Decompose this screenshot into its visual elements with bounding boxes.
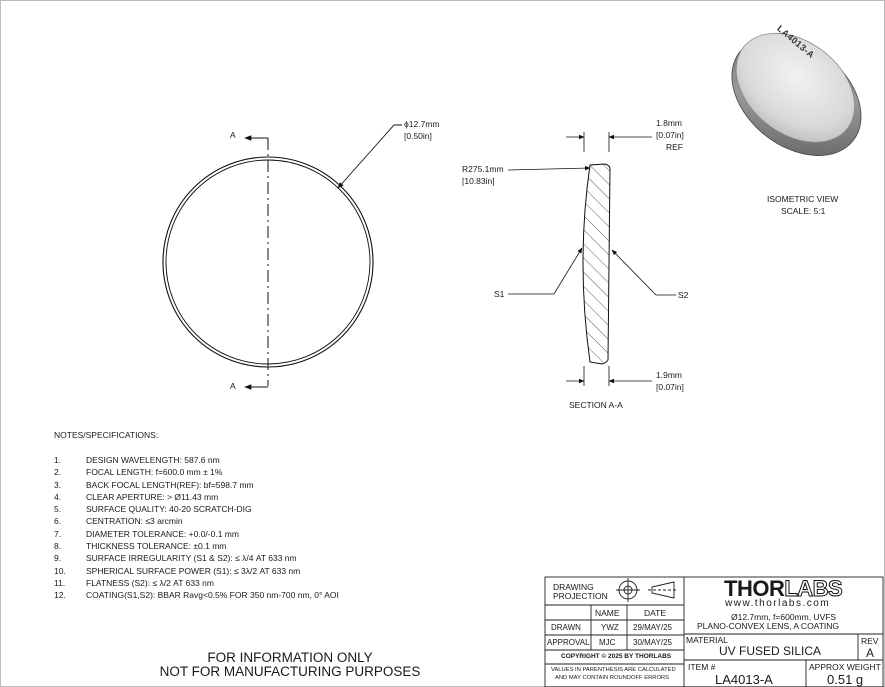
logo-labs: LABS xyxy=(784,576,843,601)
website: www.thorlabs.com xyxy=(725,598,831,609)
rev-label: REV xyxy=(861,636,879,646)
section-view-title: SECTION A-A xyxy=(569,400,623,410)
weight-label: APPROX WEIGHT xyxy=(809,662,881,672)
approval-label: APPROVAL xyxy=(547,638,590,647)
note-item xyxy=(54,566,339,578)
thickness-dimension-in: [0.07in] xyxy=(656,130,684,140)
radius-dimension: R275.1mm xyxy=(462,164,504,174)
note-text: DESIGN WAVELENGTH: 587.6 nm xyxy=(86,455,220,465)
note-number: 8. xyxy=(54,541,62,552)
note-text: BACK FOCAL LENGTH(REF): bf=598.7 mm xyxy=(86,479,254,490)
date-header: DATE xyxy=(644,608,667,618)
diameter-dimension-in: [0.50in] xyxy=(404,131,432,141)
values-note-1: VALUES IN PARENTHESIS ARE CALCULATED xyxy=(551,667,676,673)
note-number: 12. xyxy=(54,590,66,601)
section-view xyxy=(508,132,676,386)
disclaimer-line-1: FOR INFORMATION ONLY xyxy=(207,650,373,665)
thickness-ref: REF xyxy=(666,142,683,152)
s2-leader xyxy=(612,250,676,295)
section-hatch xyxy=(583,164,610,364)
note-number: 2. xyxy=(54,467,62,478)
drawn-name: YWZ xyxy=(601,623,619,632)
thorlabs-logo xyxy=(724,578,842,600)
lens-engraving: LA4013-A xyxy=(775,23,817,61)
note-text: SPHERICAL SURFACE POWER (S1): ≤ 3λ/2 AT 633 nm xyxy=(86,565,301,576)
note-number: 3. xyxy=(54,479,62,490)
note-text: DIAMETER TOLERANCE: +0.0/-0.1 mm xyxy=(86,528,239,539)
section-label-bottom: A xyxy=(230,381,236,391)
note-item xyxy=(54,492,339,504)
drawn-label: DRAWN xyxy=(551,623,581,632)
note-number: 6. xyxy=(54,516,62,527)
drawing-projection-label-1: DRAWING xyxy=(553,582,594,592)
radius-dimension-in: [10.83in] xyxy=(462,176,495,186)
approval-name: MJC xyxy=(599,638,616,647)
drawn-date: 29/MAY/25 xyxy=(633,623,672,632)
thickness-dimension: 1.8mm xyxy=(656,118,682,128)
edge-thickness-dimension: 1.9mm xyxy=(656,370,682,380)
section-label-top: A xyxy=(230,130,236,140)
logo-thor: THOR xyxy=(724,576,785,601)
surface-s1-label: S1 xyxy=(494,289,505,299)
note-text: SURFACE QUALITY: 40-20 SCRATCH-DIG xyxy=(86,504,252,515)
values-note-2: AND MAY CONTAIN ROUNDOFF ERRORS xyxy=(555,675,670,681)
note-item xyxy=(54,516,339,528)
material-value: UV FUSED SILICA xyxy=(719,644,822,658)
edge-thickness-dimension-in: [0.07in] xyxy=(656,382,684,392)
weight-value: 0.51 g xyxy=(827,672,864,687)
item-value: LA4013-A xyxy=(715,672,773,687)
note-item xyxy=(54,553,339,565)
material-label: MATERIAL xyxy=(686,635,728,645)
isometric-view-scale: SCALE: 5:1 xyxy=(781,206,826,216)
note-text: FLATNESS (S2): ≤ λ/2 AT 633 nm xyxy=(86,577,214,588)
drawing-projection-label-2: PROJECTION xyxy=(553,591,608,601)
note-text: COATING(S1,S2): BBAR Ravg<0.5% FOR 350 nm-700 nm, 0° AOI xyxy=(86,590,339,601)
note-number: 10. xyxy=(54,565,66,576)
copyright: COPYRIGHT © 2025 BY THORLABS xyxy=(561,653,672,660)
item-label: ITEM # xyxy=(688,662,716,672)
disclaimer xyxy=(140,651,440,679)
projection-symbol xyxy=(616,578,678,602)
note-item xyxy=(54,467,339,479)
note-text: SURFACE IRREGULARITY (S1 & S2): ≤ λ/4 AT 633 nm xyxy=(86,553,297,564)
note-number: 9. xyxy=(54,553,62,564)
note-text: THICKNESS TOLERANCE: ±0.1 mm xyxy=(86,541,227,552)
radius-leader xyxy=(508,168,590,170)
rev-value: A xyxy=(866,646,875,660)
description-line-1: Ø12.7mm, f=600mm, UVFS xyxy=(731,612,837,622)
note-item xyxy=(54,480,339,492)
surface-s2-label: S2 xyxy=(678,290,689,300)
note-number: 7. xyxy=(54,528,62,539)
notes-heading: NOTES/SPECIFICATIONS: xyxy=(54,430,159,440)
note-item xyxy=(54,504,339,516)
approval-date: 30/MAY/25 xyxy=(633,638,672,647)
isometric-view-title: ISOMETRIC VIEW xyxy=(767,194,839,204)
disclaimer-line-2: NOT FOR MANUFACTURING PURPOSES xyxy=(159,664,421,679)
note-number: 5. xyxy=(54,504,62,515)
notes-specifications xyxy=(54,430,339,603)
name-header: NAME xyxy=(595,608,620,618)
diameter-leader xyxy=(338,125,402,188)
note-item xyxy=(54,529,339,541)
diameter-dimension: ϕ12.7mm xyxy=(404,119,440,129)
note-text: CLEAR APERTURE: > Ø11.43 mm xyxy=(86,491,219,502)
note-item xyxy=(54,541,339,553)
note-text: FOCAL LENGTH: f=600.0 mm ± 1% xyxy=(86,467,223,478)
note-item xyxy=(54,578,339,590)
note-item xyxy=(54,590,339,602)
note-number: 1. xyxy=(54,455,62,465)
note-item xyxy=(54,455,339,467)
front-view xyxy=(163,125,402,387)
description-line-2: PLANO-CONVEX LENS, A COATING xyxy=(697,621,840,631)
note-number: 4. xyxy=(54,491,62,502)
s1-leader xyxy=(508,248,582,294)
note-number: 11. xyxy=(54,577,66,588)
note-text: CENTRATION: ≤3 arcmin xyxy=(86,516,183,527)
